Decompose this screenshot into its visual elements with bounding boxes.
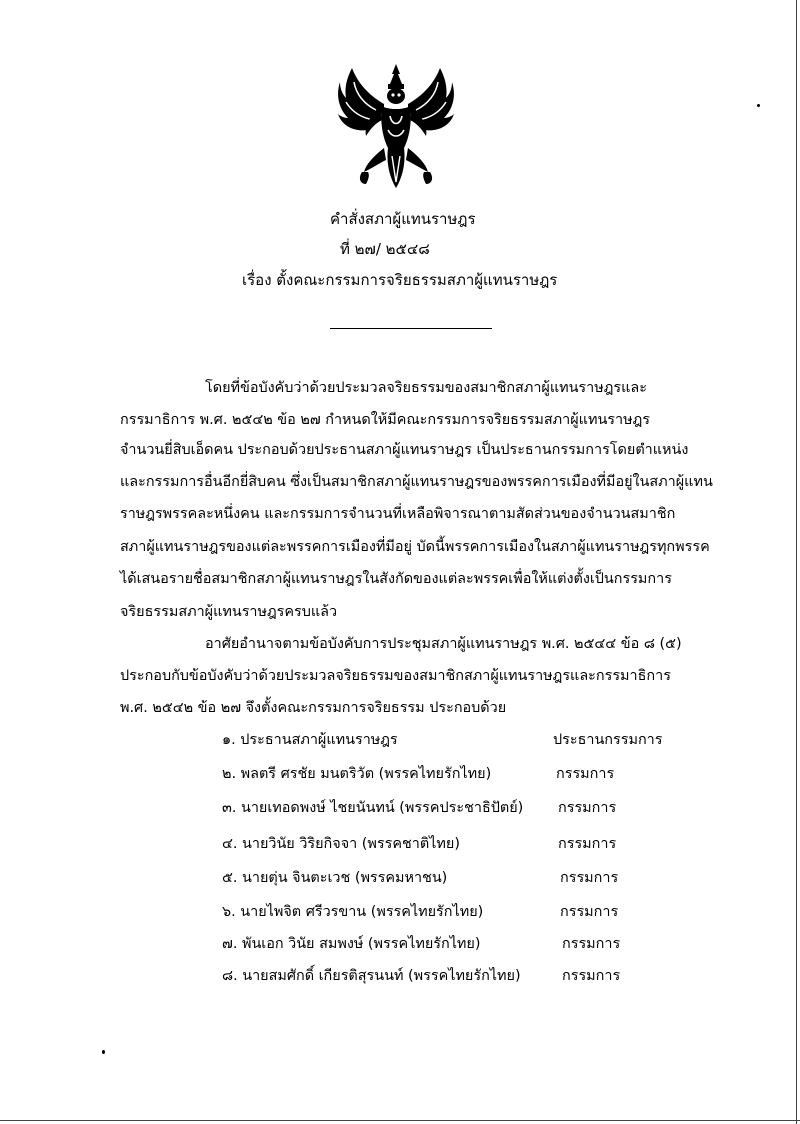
member-role: ประธานกรรมการ [553,732,663,748]
member-name: ๑. ประธานสภาผู้แทนราษฎร [222,732,398,748]
body-line: โดยที่ข้อบังคับว่าด้วยประมวลจริยธรรมของสมาชิกสภาผู้แทนราษฎรและ [205,380,647,396]
member-name: ๓. นายเทอดพงษ์ ไชยนันทน์ (พรรคประชาธิปัตย์) [222,800,524,816]
member-name: ๖. นายไพจิต ศรีวรขาน (พรรคไทยรักไทย) [222,904,484,920]
order-subject: เรื่อง ตั้งคณะกรรมการจริยธรรมสภาผู้แทนราษฎร [242,271,558,289]
body-line: จำนวนยี่สิบเอ็ดคน ประกอบด้วยประธานสภาผู้แทนราษฎร เป็นประธานกรรมการโดยตำแหน่ง [120,442,689,458]
member-role: กรรมการ [560,904,619,920]
garuda-emblem-icon [334,60,458,192]
header-divider [330,328,492,329]
member-name: ๔. นายวินัย วิริยกิจจา (พรรคชาติไทย) [222,836,460,852]
body-line: ราษฎรพรรคละหนึ่งคน และกรรมการจำนวนที่เหลือพิจารณาตามสัดส่วนของจำนวนสมาชิก [120,506,676,522]
body-line: ได้เสนอรายชื่อสมาชิกสภาผู้แทนราษฎรในสังกัดของแต่ละพรรคเพื่อให้แต่งตั้งเป็นกรรมการ [120,571,672,587]
member-role: กรรมการ [562,968,621,984]
member-name: ๘. นายสมศักดิ์ เกียรติสุรนนท์ (พรรคไทยรักไทย) [222,968,521,984]
member-role: กรรมการ [558,800,617,816]
body-line: และกรรมการอื่นอีกยี่สิบคน ซึ่งเป็นสมาชิกสภาผู้แทนราษฎรของพรรคการเมืองที่มีอยู่ในสภาผู้แทน [120,474,713,490]
body-line: ประกอบกับข้อบังคับว่าด้วยประมวลจริยธรรมของสมาชิกสภาผู้แทนราษฎรและกรรมาธิการ [120,668,671,684]
body-line: พ.ศ. ๒๕๔๒ ข้อ ๒๗ จึงตั้งคณะกรรมการจริยธรรม ประกอบด้วย [120,700,507,716]
scan-speck [102,1050,105,1054]
member-name: ๕. นายตุ่น จินตะเวช (พรรคมหาชน) [222,870,448,886]
scan-border-right [796,0,797,1124]
order-title: คำสั่งสภาผู้แทนราษฎร [330,210,476,228]
body-line: สภาผู้แทนราษฎรของแต่ละพรรคการเมืองที่มีอยู่ บัดนี้พรรคการเมืองในสภาผู้แทนราษฎรทุกพรรค [120,539,710,555]
member-role: กรรมการ [562,936,621,952]
scan-border-bottom [0,1120,800,1121]
body-line: อาศัยอำนาจตามข้อบังคับการประชุมสภาผู้แทนราษฎร พ.ศ. ๒๕๔๔ ข้อ ๘ (๕) [205,636,682,652]
member-role: กรรมการ [556,766,615,782]
member-name: ๒. พลตรี ศรชัย มนตริวัต (พรรคไทยรักไทย) [222,766,492,782]
member-role: กรรมการ [558,836,617,852]
scan-speck [757,104,760,107]
body-line: กรรมาธิการ พ.ศ. ๒๕๔๒ ข้อ ๒๗ กำหนดให้มีคณะกรรมการจริยธรรมสภาผู้แทนราษฎร [120,412,650,428]
member-name: ๗. พันเอก วินัย สมพงษ์ (พรรคไทยรักไทย) [222,936,481,952]
member-role: กรรมการ [560,870,619,886]
body-line: จริยธรรมสภาผู้แทนราษฎรครบแล้ว [120,604,338,620]
order-number: ที่ ๒๗/ ๒๕๔๘ [340,240,430,258]
